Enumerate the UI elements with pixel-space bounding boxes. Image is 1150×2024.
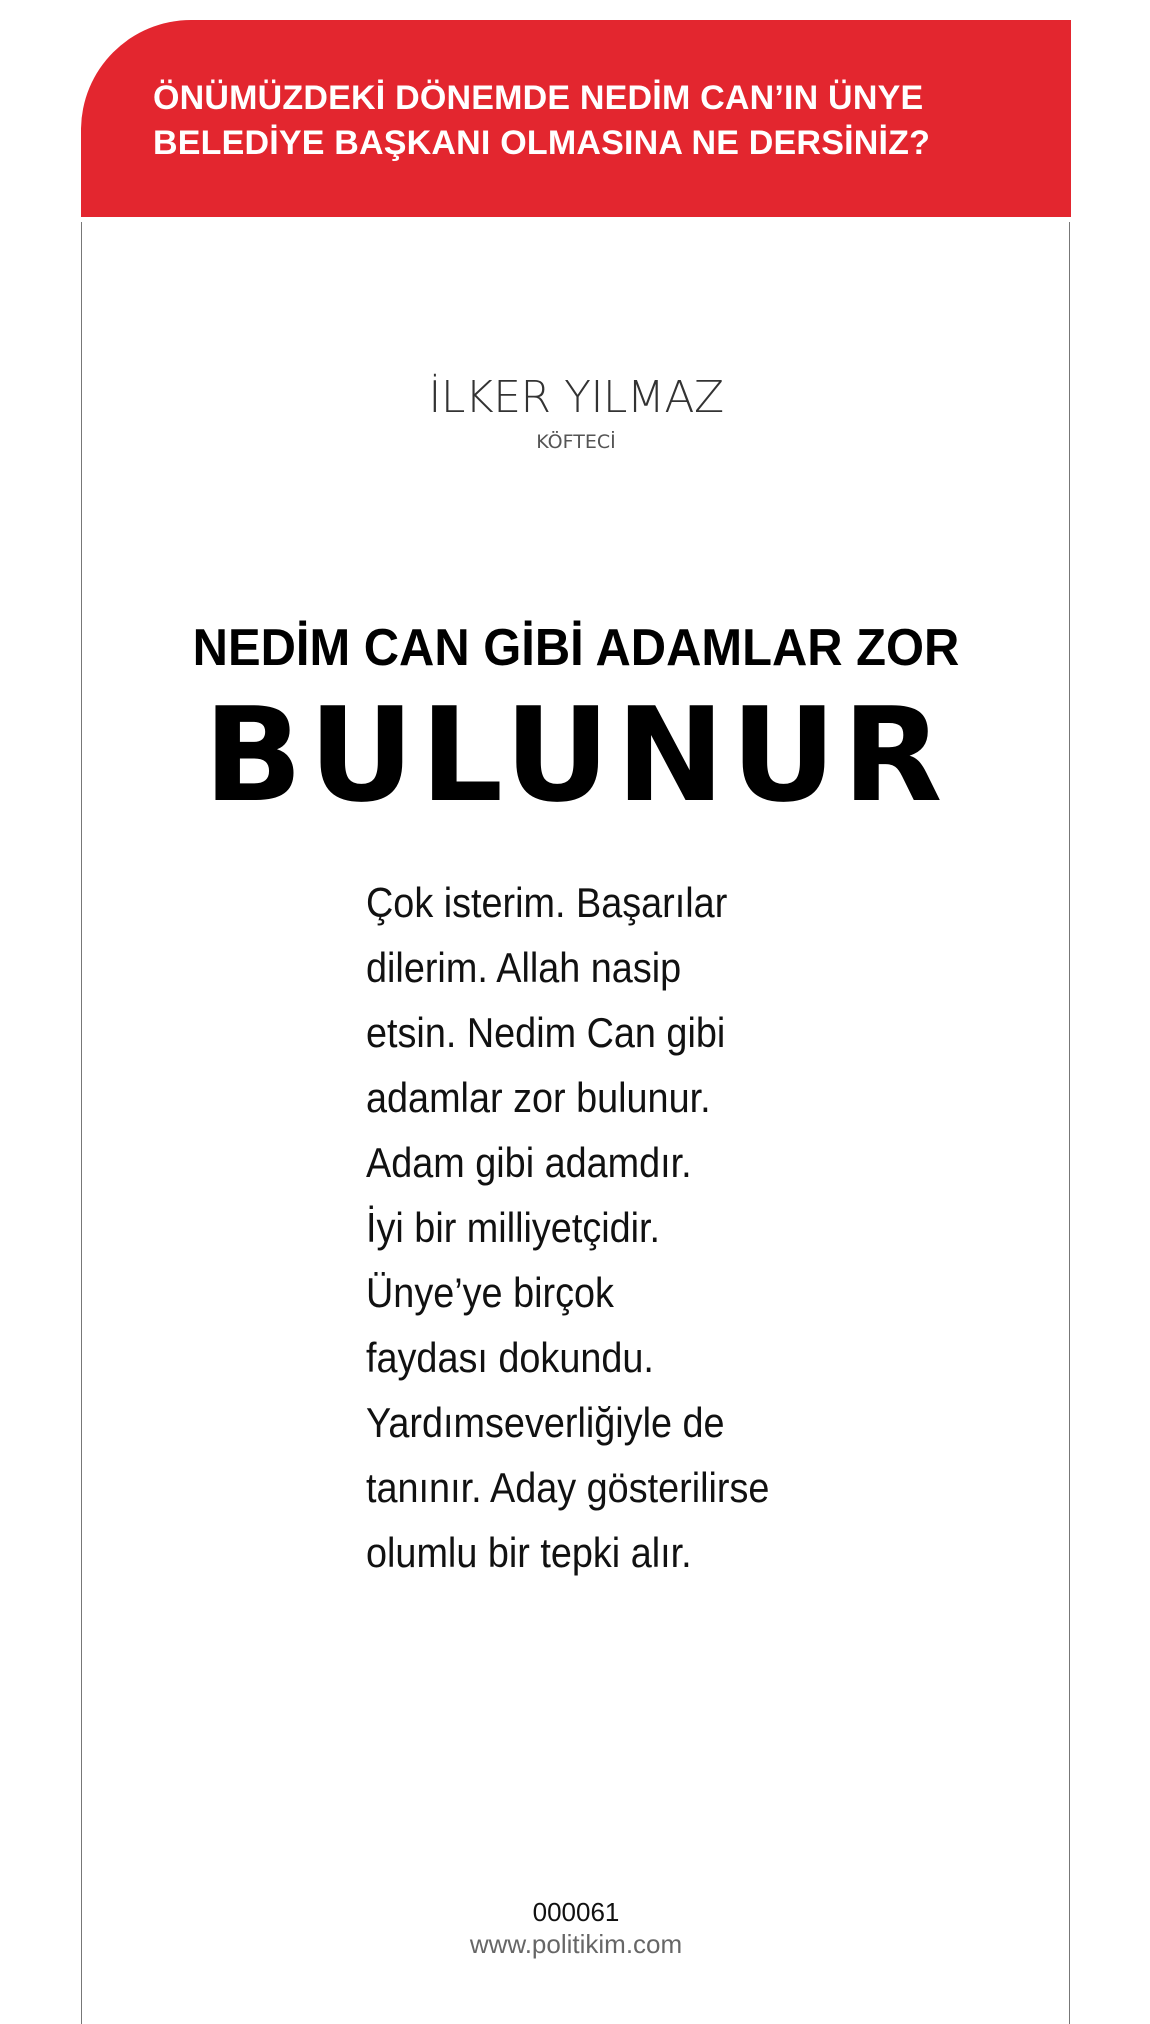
answer-line: Ünye’ye birçok <box>366 1269 614 1316</box>
answer-line: Yardımseverliğiyle de <box>366 1399 725 1446</box>
headline-big: BULUNUR <box>203 679 949 831</box>
answer-line: İyi bir milliyetçidir. <box>366 1204 661 1251</box>
answer-line: Adam gibi adamdır. <box>366 1139 692 1186</box>
answer-line: tanınır. Aday gösterilirse <box>366 1464 770 1511</box>
answer-line: olumlu bir tepki alır. <box>366 1529 692 1576</box>
question-line: ÖNÜMÜZDEKİ DÖNEMDE NEDİM CAN’IN ÜNYE <box>153 79 924 117</box>
answer-text <box>366 870 846 1585</box>
answer-line: adamlar zor bulunur. <box>366 1074 711 1121</box>
answer-line: dilerim. Allah nasip <box>366 944 682 991</box>
respondent-name: İLKER YILMAZ <box>428 372 724 423</box>
answer-line: Çok isterim. Başarılar <box>366 879 728 926</box>
answer-line: faydası dokundu. <box>366 1334 654 1381</box>
question-line: BELEDİYE BAŞKANI OLMASINA NE DERSİNİZ? <box>153 124 931 162</box>
website-url: www.politikim.com <box>469 1929 683 1959</box>
respondent-occupation: KÖFTECİ <box>536 431 616 453</box>
headline-top: NEDİM CAN GİBİ ADAMLAR ZOR <box>192 619 960 677</box>
document-code: 000061 <box>532 1897 620 1927</box>
answer-line: etsin. Nedim Can gibi <box>366 1009 726 1056</box>
question-banner <box>81 20 1071 217</box>
